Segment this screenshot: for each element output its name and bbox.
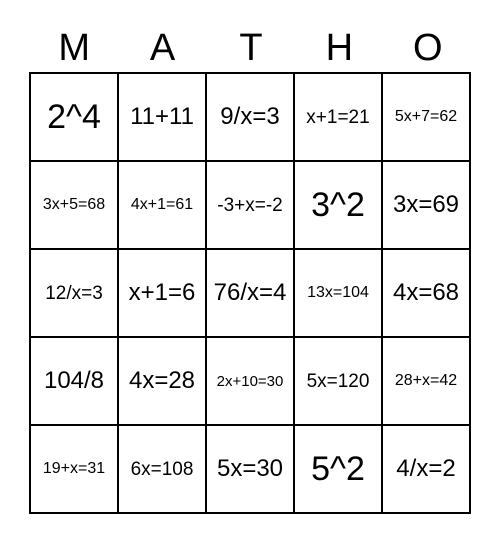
board-cell: 5x=120 bbox=[295, 338, 383, 426]
board-cell: 13x=104 bbox=[295, 250, 383, 338]
board-cell: x+1=21 bbox=[295, 74, 383, 162]
board-cell: 4/x=2 bbox=[383, 426, 471, 514]
board-cell: 5x+7=62 bbox=[383, 74, 471, 162]
header-letter-o: O bbox=[413, 27, 443, 69]
board-cell: 5^2 bbox=[295, 426, 383, 514]
board-cell: 9/x=3 bbox=[207, 74, 295, 162]
header-letter-m: M bbox=[58, 27, 91, 69]
board-cell: 19+x=31 bbox=[31, 426, 119, 514]
bingo-header bbox=[30, 24, 472, 72]
board-cell: 12/x=3 bbox=[31, 250, 119, 338]
board-cell: 76/x=4 bbox=[207, 250, 295, 338]
header-letter-t: T bbox=[239, 27, 263, 69]
header-letter-h: H bbox=[325, 27, 354, 69]
board-cell: 11+11 bbox=[119, 74, 207, 162]
bingo-board bbox=[29, 72, 471, 514]
board-cell: 2^4 bbox=[31, 74, 119, 162]
board-cell: 3x+5=68 bbox=[31, 162, 119, 250]
board-cell: 104/8 bbox=[31, 338, 119, 426]
board-cell: 4x+1=61 bbox=[119, 162, 207, 250]
board-cell: 3^2 bbox=[295, 162, 383, 250]
board-cell: 3x=69 bbox=[383, 162, 471, 250]
board-cell: 4x=28 bbox=[119, 338, 207, 426]
board-cell: 6x=108 bbox=[119, 426, 207, 514]
board-cell: 4x=68 bbox=[383, 250, 471, 338]
board-cell: x+1=6 bbox=[119, 250, 207, 338]
board-cell: -3+x=-2 bbox=[207, 162, 295, 250]
board-cell: 2x+10=30 bbox=[207, 338, 295, 426]
header-letter-a: A bbox=[149, 27, 176, 69]
board-cell: 5x=30 bbox=[207, 426, 295, 514]
board-cell: 28+x=42 bbox=[383, 338, 471, 426]
